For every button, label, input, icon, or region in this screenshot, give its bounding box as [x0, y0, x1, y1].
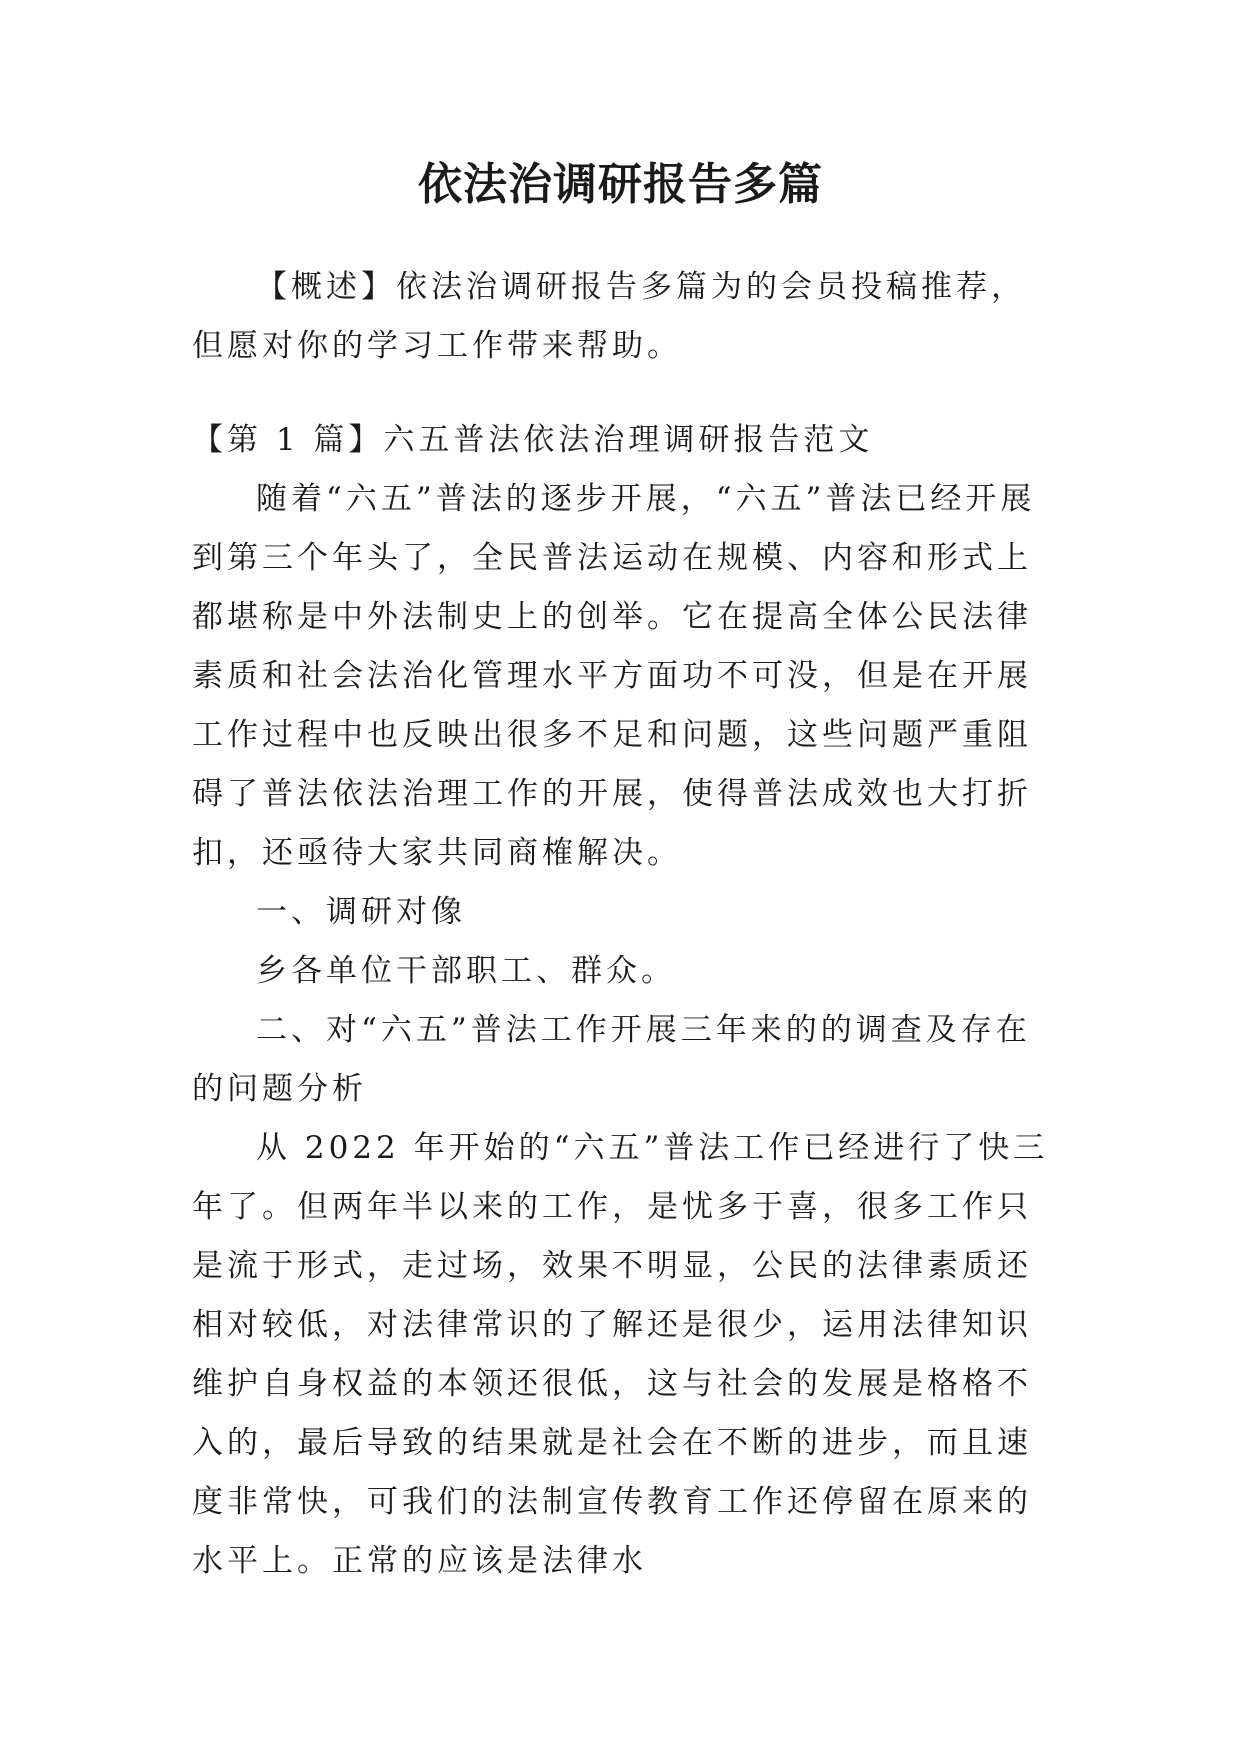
body-paragraph: 乡各单位干部职工、群众。: [256, 953, 676, 989]
body-paragraph: 二、对“六五”普法工作开展三年来的的调查及存在的问题分析: [192, 1012, 1031, 1107]
body-paragraph: 一、调研对像: [256, 894, 466, 930]
section-heading: 【第 1 篇】六五普法依法治理调研报告范文: [192, 422, 874, 458]
body-paragraph: 随着“六五”普法的逐步开展，“六五”普法已经开展到第三个年头了，全民普法运动在规模、内容和形式上都堪称是中外法制史上的创举。它在提高全体公民法律素质和社会法治化管理水平方面功不可没，但是在开展工作过程中也反映出很多不足和问题，这些问题严重阻碍了普法依法治理工作的开展，使得普法成效也大打折扣，还亟待大家共同商榷解决。: [192, 481, 1036, 871]
article-body: [192, 411, 1052, 1591]
body-paragraph: 从 2022 年开始的“六五”普法工作已经进行了快三年了。但两年半以来的工作，是忧多于喜，很多工作只是流于形式，走过场，效果不明显，公民的法律素质还相对较低，对法律常识的了解还是很少，运用法律知识维护自身权益的本领还很低，这与社会的发展是格格不入的，最后导致的结果就是社会在不断的进步，而且速度非常快，可我们的法制宣传教育工作还停留在原来的水平上。正常的应该是法律水: [192, 1130, 1049, 1579]
document-title: 依法治调研报告多篇: [418, 159, 823, 210]
summary-block: [192, 258, 1052, 376]
summary-paragraph: 【概述】依法治调研报告多篇为的会员投稿推荐，但愿对你的学习工作带来帮助。: [192, 269, 1026, 364]
